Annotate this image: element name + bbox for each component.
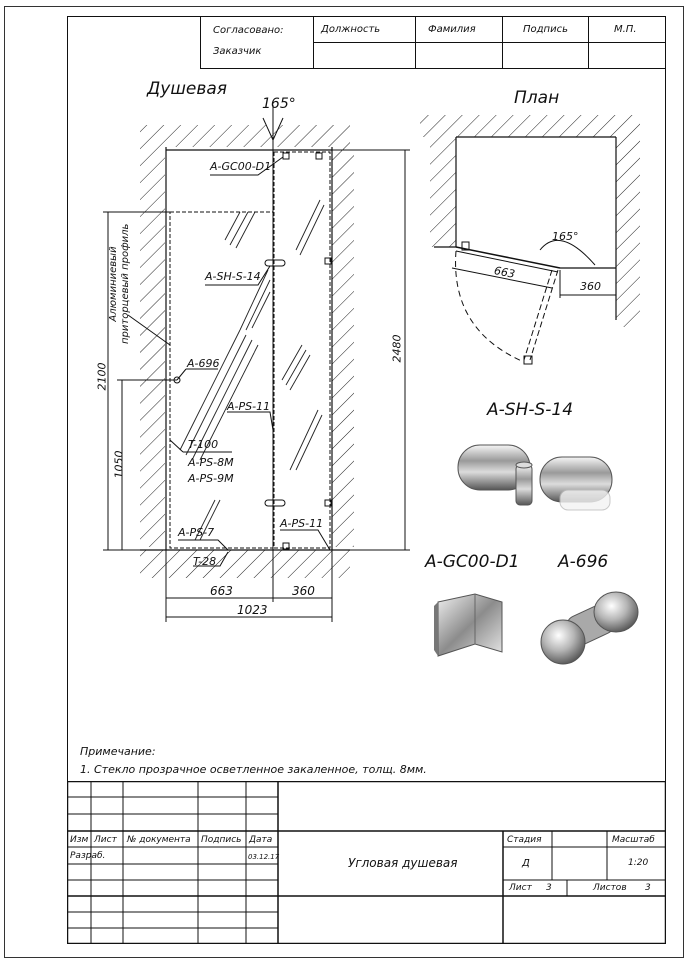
note-line-1: 1. Стекло прозрачное осветленное закаленное, толщ. 8мм.	[80, 763, 427, 776]
label-ps9m: A-PS-9M	[188, 472, 234, 485]
alu-profile-line2: приторцевый профиль	[120, 223, 131, 344]
stamp-stage-value: Д	[522, 858, 530, 869]
front-view-drawing	[95, 92, 415, 632]
stamp-col-izm: Изм	[70, 835, 89, 845]
approval-agreed-label: Согласовано:	[213, 25, 284, 36]
product-image-clamp	[430, 590, 510, 665]
dim-2100: 2100	[95, 362, 109, 391]
label-t28: T-28	[193, 555, 217, 568]
approval-customer-label: Заказчик	[213, 46, 262, 57]
approval-header-surname: Фамилия	[428, 24, 476, 35]
dim-1023: 1023	[237, 603, 268, 617]
label-alu-profile	[108, 224, 132, 344]
stamp-col-date: Дата	[249, 835, 273, 845]
label-ps11-bottom: A-PS-11	[280, 517, 324, 530]
label-gc00: A-GC00-D1	[210, 160, 272, 173]
label-ps8m: A-PS-8M	[188, 456, 234, 469]
stamp-scale-value: 1:20	[628, 858, 649, 868]
plan-view-title: План	[514, 88, 560, 108]
dim-663: 663	[210, 584, 233, 598]
stamp-sheets-value: 3	[645, 883, 651, 893]
label-a696: A-696	[187, 357, 220, 370]
product-title-gc00: A-GC00-D1	[425, 552, 520, 572]
angle-plan-label: 165°	[552, 230, 579, 243]
stamp-title: Угловая душевая	[348, 856, 458, 870]
dim-2480: 2480	[390, 334, 404, 363]
stamp-col-list: Лист	[94, 835, 117, 845]
plan-dim-663: 663	[492, 264, 517, 281]
stamp-scale-label: Масштаб	[612, 835, 655, 845]
approval-header-signature: Подпись	[523, 24, 568, 35]
label-sh-s-14: A-SH-S-14	[205, 270, 261, 283]
dim-360: 360	[292, 584, 315, 598]
approval-hline	[313, 42, 666, 43]
label-ps7: A-PS-7	[178, 526, 215, 539]
product-image-hinge	[450, 435, 620, 520]
stamp-stage-label: Стадия	[507, 835, 542, 845]
label-ps11: A-PS-11	[227, 400, 271, 413]
product-image-knob	[538, 590, 643, 670]
stamp-sheet-value: 3	[546, 883, 552, 893]
approval-header-position: Должность	[321, 24, 381, 35]
stamp-razrab: Разраб.	[70, 851, 106, 861]
angle-front-label: 165°	[262, 96, 296, 112]
stamp-sheets-label: Листов	[593, 883, 627, 893]
stamp-col-doc: № документа	[127, 835, 191, 845]
stamp-date: 03.12.17	[248, 853, 280, 861]
stamp-col-sign: Подпись	[201, 835, 242, 845]
note-title: Примечание:	[80, 745, 156, 758]
product-title-a696: A-696	[558, 552, 609, 572]
plan-dim-360: 360	[580, 280, 601, 293]
product-title-sh-s-14: A-SH-S-14	[487, 400, 574, 420]
approval-header-stamp: М.П.	[614, 24, 637, 35]
plan-view-drawing	[415, 105, 645, 385]
front-view-title: Душевая	[147, 79, 228, 99]
alu-profile-line1: Алюминиевый	[108, 246, 119, 322]
dim-1050: 1050	[112, 450, 126, 479]
label-t100: T-100	[188, 438, 219, 451]
stamp-sheet-label: Лист	[509, 883, 532, 893]
